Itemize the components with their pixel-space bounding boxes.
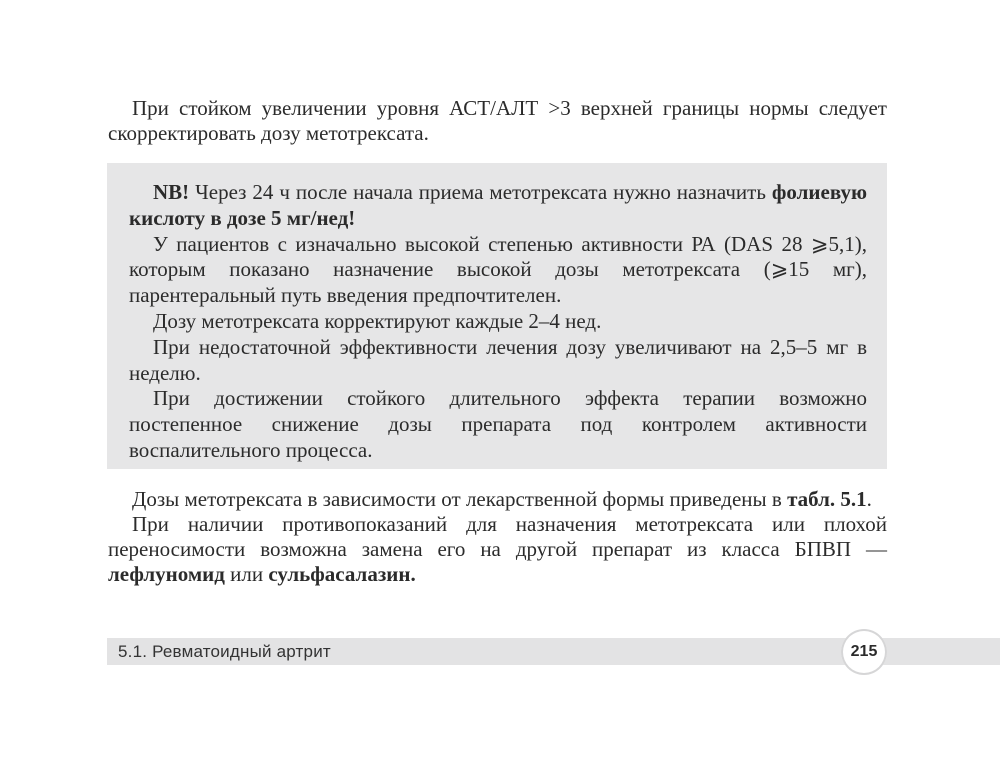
dosage-paragraph [108,487,887,512]
intro-paragraph-block [108,96,887,146]
nb-paragraph-2: У пациентов с изначально высокой степенью активности РА (DAS 28 ⩾5,1), которым показано назначение высокой дозы метотрексата (⩾15 мг), парентеральный путь введения предпочтителен. [129,231,867,308]
intro-paragraph: При стойком увеличении уровня АСТ/АЛТ >3 верхней границы нормы следует скорректировать дозу метотрексата. [108,96,887,145]
table-reference: табл. 5.1 [787,487,867,511]
nb-paragraph-3: Дозу метотрексата корректируют каждые 2–4 нед. [153,308,602,333]
alternatives-or: или [224,562,269,586]
footer-section-title: 5.1. Ревматоидный артрит [118,642,331,661]
nb-folic-acid: фолиевую кислоту в дозе 5 мг/нед! [129,180,867,230]
nb-label: NB! [153,180,190,204]
page-number-badge: 215 [841,629,887,675]
nb-paragraph-5: При достижении стойкого длительного эффекта терапии возможно постепенное снижение дозы препарата под контролем активности воспалительного процесса. [129,386,867,462]
outro-paragraph-block [108,487,887,587]
dosage-end: . [866,487,872,511]
nb-callout-box [107,163,887,469]
dosage-text: Дозы метотрексата в зависимости от лекарственной формы приведены в [132,487,788,511]
drug-sulfasalazine: сульфасалазин. [268,562,416,586]
nb-paragraph-4: При недостаточной эффективности лечения дозу увеличивают на 2,5–5 мг в неделю. [129,334,867,385]
nb-paragraph-1 [129,180,867,232]
drug-leflunomide: лефлуномид [108,562,225,586]
alternatives-paragraph [108,512,887,587]
alternatives-text: При наличии противопоказаний для назначения метотрексата или плохой переносимости возможна замена его на другой препарат из класса БПВП — [108,512,887,561]
nb-text: Через 24 ч после начала приема метотрексата нужно назначить [189,180,772,204]
